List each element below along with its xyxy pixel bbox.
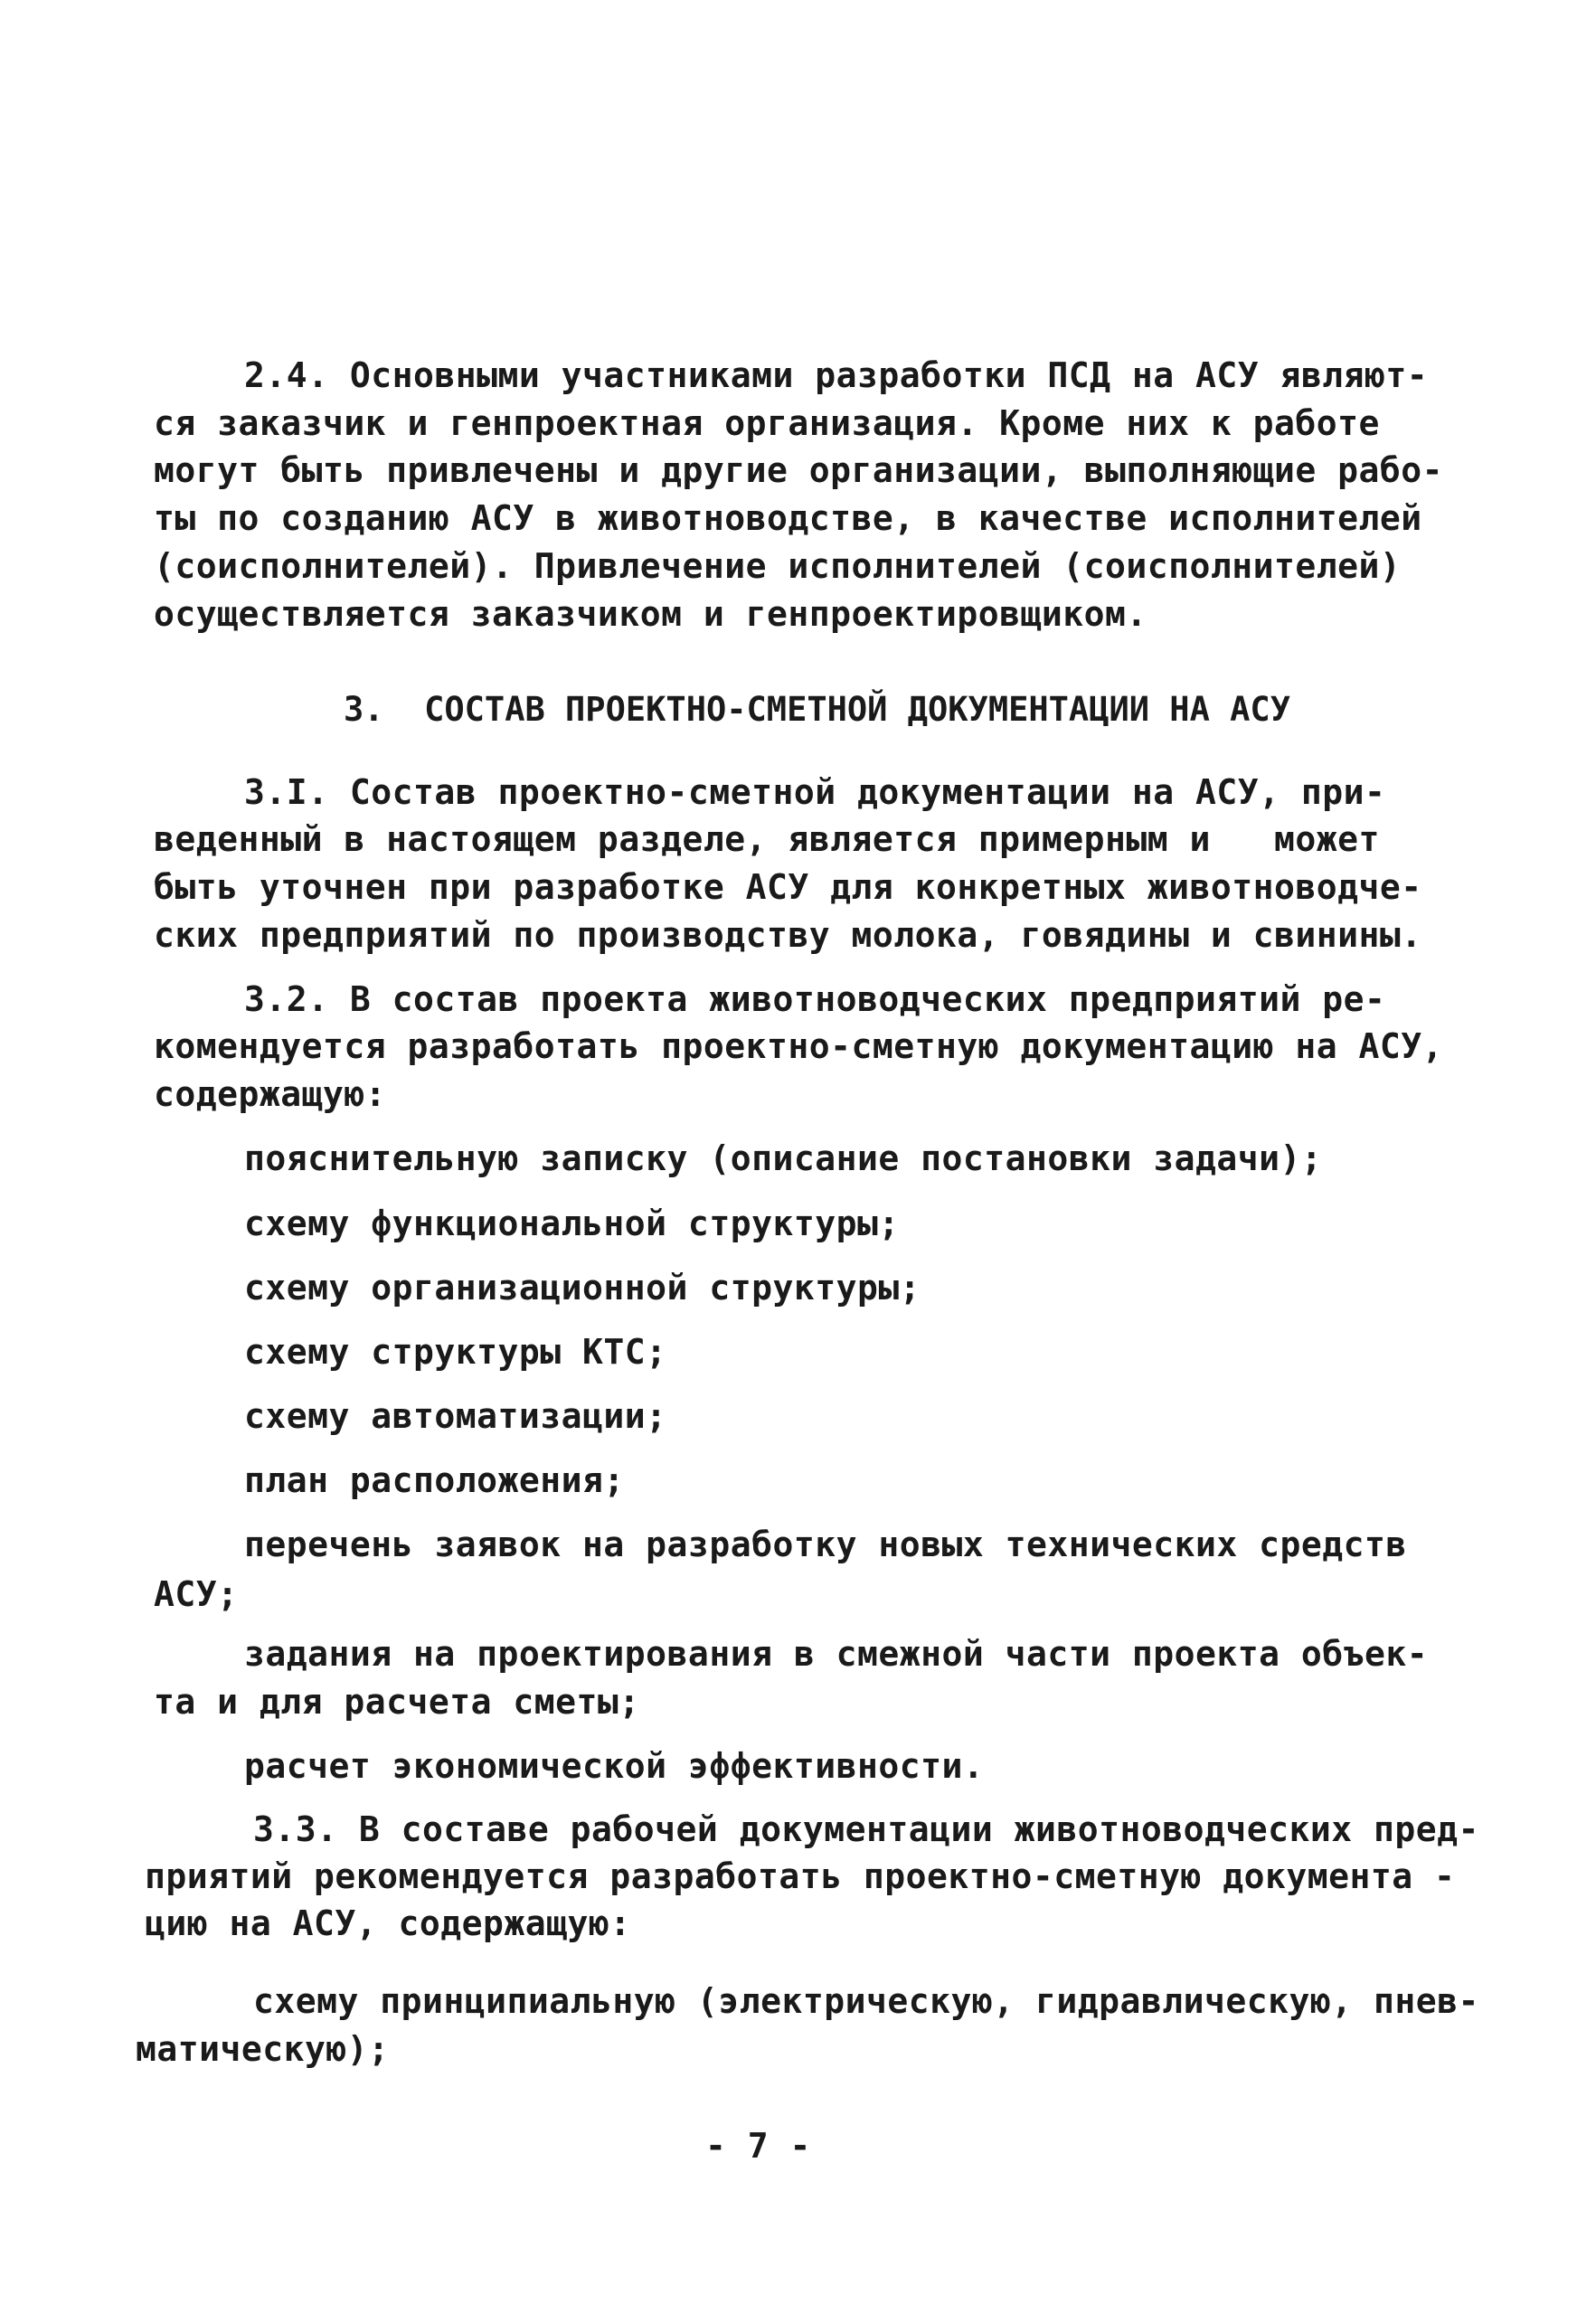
text-line: 3.I. Состав проектно-сметной документации на АСУ, при- (244, 772, 1386, 812)
list-item: та и для расчета сметы; (154, 1682, 640, 1722)
text-line: могут быть привлечены и другие организации, выполняющие рабо- (154, 450, 1444, 490)
text-line: 3.3. В составе рабочей документации животноводческих пред- (253, 1809, 1479, 1849)
list-item: задания на проектирования в смежной части проекта объек- (244, 1634, 1429, 1674)
list-item: схему автоматизации; (244, 1396, 667, 1436)
text-line: комендуется разработать проектно-сметную документацию на АСУ, (154, 1026, 1444, 1066)
text-line: ся заказчик и генпроектная организация. Кроме них к работе (154, 403, 1380, 443)
text-line: цию на АСУ, содержащую: (145, 1903, 631, 1943)
list-item: расчет экономической эффективности. (244, 1746, 985, 1786)
section-heading: 3. СОСТАВ ПРОЕКТНО-СМЕТНОЙ ДОКУМЕНТАЦИИ НА АСУ (344, 690, 1290, 729)
text-line: ты по созданию АСУ в животноводстве, в качестве исполнителей (154, 498, 1422, 538)
text-line: приятий рекомендуется разработать проектно-сметную документа - (145, 1856, 1456, 1896)
page-number: - 7 - (705, 2126, 811, 2166)
text-line: 3.2. В состав проекта животноводческих предприятий ре- (244, 979, 1386, 1019)
text-line: быть уточнен при разработке АСУ для конкретных животноводче- (154, 867, 1422, 907)
text-line: 2.4. Основными участниками разработки ПСД на АСУ являют- (244, 355, 1429, 395)
list-item: схему функциональной структуры; (244, 1204, 900, 1243)
text-line: осуществляется заказчиком и генпроектировщиком. (154, 594, 1147, 634)
list-item: схему организационной структуры; (244, 1268, 921, 1308)
list-item: АСУ; (154, 1574, 239, 1614)
list-item: план расположения; (244, 1460, 625, 1500)
text-line: (соисполнителей). Привлечение исполнителей (соисполнителей) (154, 546, 1402, 586)
text-line: ских предприятий по производству молока, говядины и свинины. (154, 915, 1422, 955)
text-line: содержащую: (154, 1074, 387, 1114)
list-item: пояснительную записку (описание постановки задачи); (244, 1138, 1323, 1178)
list-item: схему принципиальную (электрическую, гидравлическую, пнев- (253, 1981, 1479, 2021)
list-item: схему структуры КТС; (244, 1332, 667, 1372)
text-line: веденный в настоящем разделе, является примерным и может (154, 819, 1380, 859)
list-item: перечень заявок на разработку новых технических средств (244, 1525, 1407, 1564)
list-item: матическую); (136, 2029, 390, 2069)
